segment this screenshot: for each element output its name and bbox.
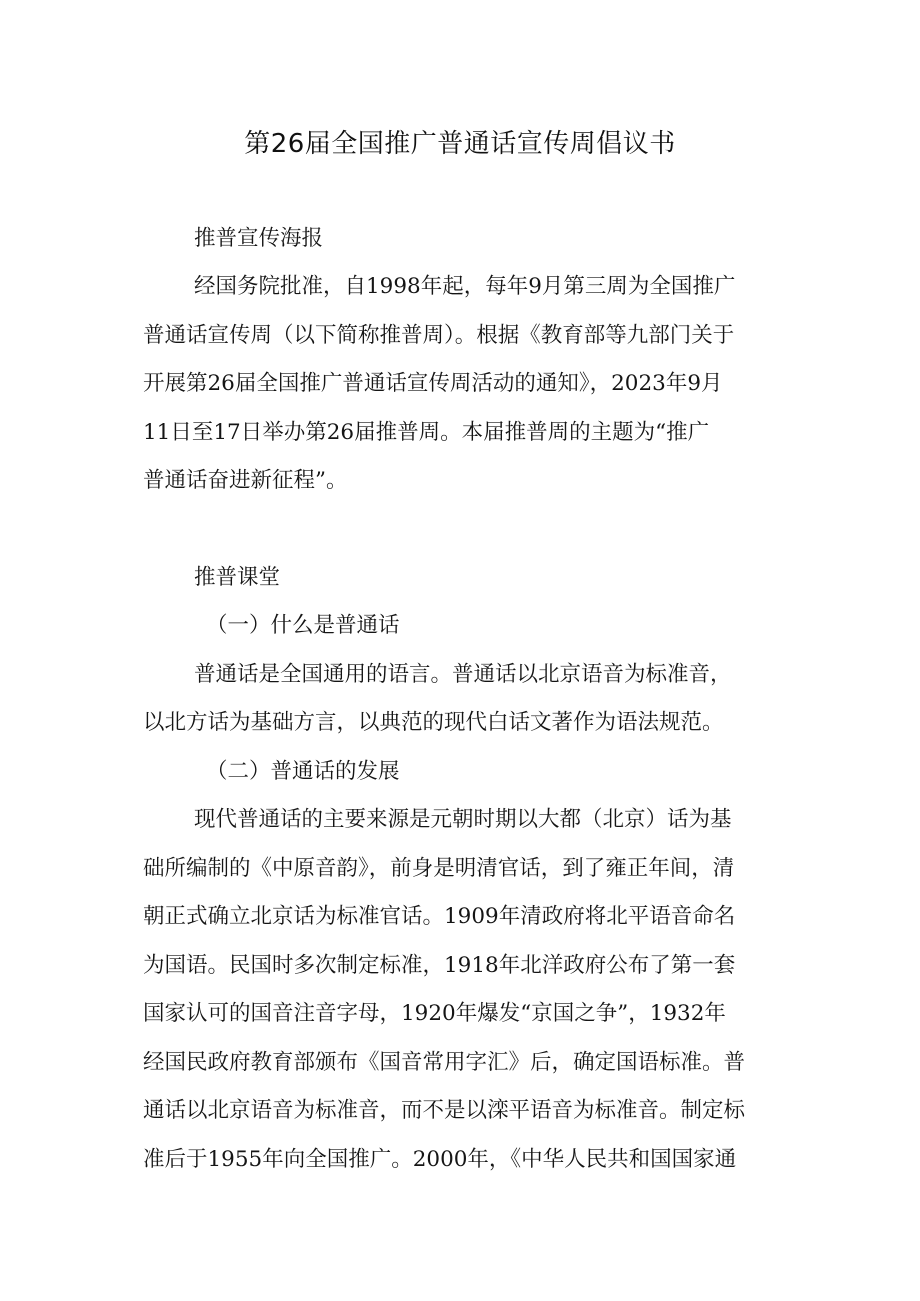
paragraph-line: 准后于1955年向全国推广。2000年，《中华人民共和国国家通 — [143, 1147, 737, 1172]
paragraph-line: 11日至17日举办第26届推普周。本届推普周的主题为“推广 — [143, 420, 710, 445]
document-title: 第26届全国推广普通话宣传周倡议书 — [244, 129, 676, 159]
paragraph-line: 普通话是全国通用的语言。普通话以北京语音为标准音， — [194, 662, 732, 687]
paragraph-line: 经国民政府教育部颁布《国音常用字汇》后，确定国语标准。普 — [143, 1050, 746, 1075]
paragraph-line: 开展第26届全国推广普通话宣传周活动的通知》，2023年9月 — [143, 371, 723, 396]
paragraph-line: 通话以北京语音为标准音，而不是以滦平语音为标准音。制定标 — [143, 1098, 746, 1123]
paragraph-line: 现代普通话的主要来源是元朝时期以大都（北京）话为基 — [194, 807, 732, 832]
paragraph-line: 以北方话为基础方言，以典范的现代白话文著作为语法规范。 — [143, 710, 724, 735]
paragraph-line: 础所编制的《中原音韵》，前身是明清官话，到了雍正年间，清 — [143, 856, 735, 881]
paragraph-line: 为国语。民国时多次制定标准，1918年北洋政府公布了第一套 — [143, 953, 736, 978]
section-heading-class: 推普课堂 — [194, 565, 281, 590]
paragraph-line: 经国务院批准，自1998年起，每年9月第三周为全国推广 — [194, 274, 736, 299]
subsection-heading-development: （二）普通话的发展 — [206, 759, 400, 784]
paragraph-line: 国家认可的国音注音字母，1920年爆发“京国之争”，1932年 — [143, 1001, 726, 1026]
subsection-heading-what-is-putonghua: （一）什么是普通话 — [206, 613, 400, 638]
paragraph-line: 普通话奋进新征程”。 — [143, 468, 348, 493]
paragraph-line: 普通话宣传周（以下简称推普周）。根据《教育部等九部门关于 — [143, 323, 735, 348]
paragraph-line: 朝正式确立北京话为标准官话。1909年清政府将北平语音命名 — [143, 904, 736, 929]
section-heading-poster: 推普宣传海报 — [194, 226, 324, 251]
